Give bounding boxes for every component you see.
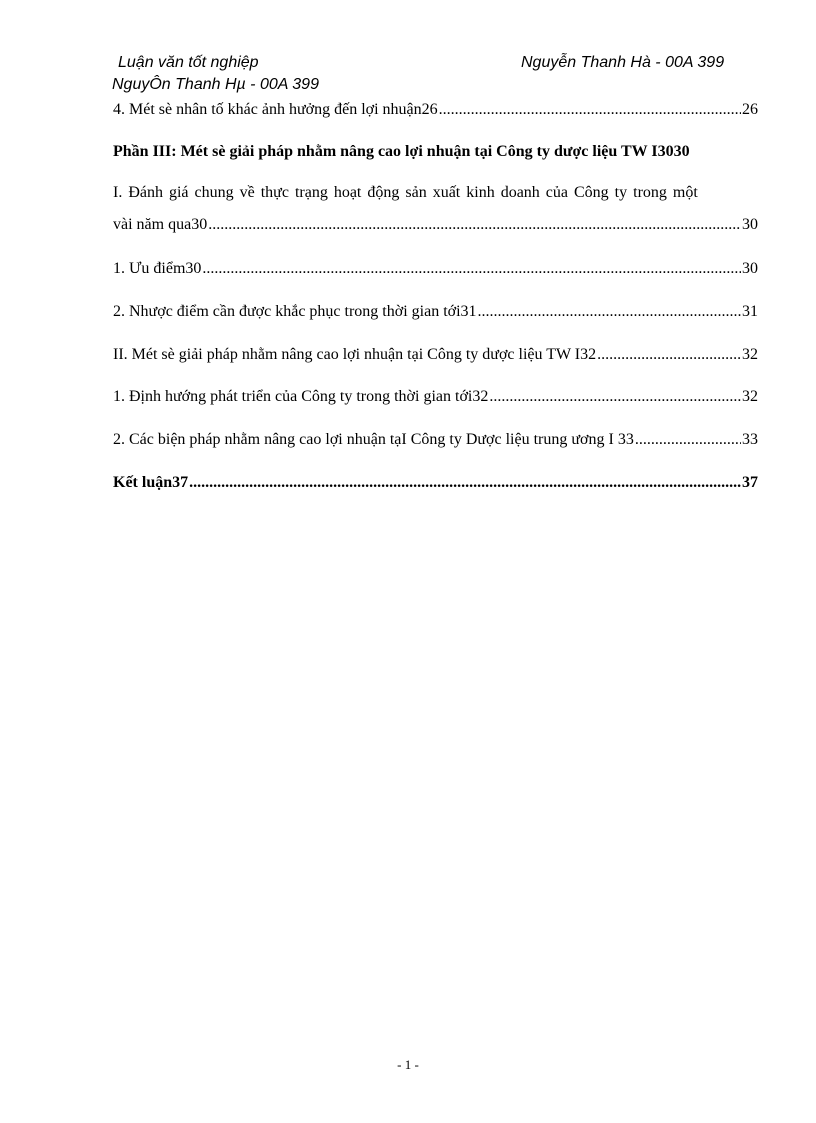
toc-entry-part-3-1[interactable] — [113, 215, 758, 235]
header-author-encoded: NguyÔn Thanh Hµ - 00A 399 — [112, 76, 319, 93]
toc-dot-leader — [597, 345, 741, 365]
toc-entry-development-orientation[interactable] — [113, 387, 758, 407]
toc-page-number: 33 — [742, 431, 758, 448]
toc-entry-part-3-1-line1[interactable]: I. Đánh giá chung về thực trạng hoạt động sản xuất kinh doanh của Công ty trong một — [113, 184, 698, 201]
page-number: - 1 - — [397, 1057, 419, 1072]
toc-page-number: 32 — [742, 346, 758, 363]
toc-dot-leader — [208, 215, 741, 235]
toc-dot-leader — [189, 473, 741, 493]
toc-page-number: 37 — [742, 474, 758, 491]
toc-page-number: 30 — [742, 260, 758, 277]
toc-page-number: 26 — [742, 101, 758, 118]
toc-dot-leader — [439, 100, 741, 120]
toc-entry-text: 2. Các biện pháp nhằm nâng cao lợi nhuận tạI Công ty Dược liệu trung ương I 33 — [113, 431, 634, 448]
toc-dot-leader — [202, 259, 741, 279]
toc-entry-part-3[interactable]: Phần III: Mét sè giải pháp nhằm nâng cao lợi nhuận tại Công ty dược liệu TW I3030 — [113, 143, 690, 160]
toc-entry-text: vài năm qua30 — [113, 216, 208, 233]
toc-entry-section-4[interactable] — [113, 100, 758, 120]
toc-entry-text: 1. Ưu điểm30 — [113, 260, 202, 277]
toc-entry-text: II. Mét sè giải pháp nhằm nâng cao lợi nhuận tại Công ty dược liệu TW I32 — [113, 346, 597, 363]
toc-page-number: 30 — [742, 216, 758, 233]
header-thesis-title: Luận văn tốt nghiệp — [118, 54, 259, 71]
toc-dot-leader — [478, 302, 741, 322]
toc-entry-advantages[interactable] — [113, 259, 758, 279]
toc-entry-disadvantages[interactable] — [113, 302, 758, 322]
toc-entry-part-3-2[interactable] — [113, 345, 758, 365]
toc-entry-text: 1. Định hướng phát triển của Công ty trong thời gian tới32 — [113, 388, 489, 405]
toc-entry-measures[interactable] — [113, 430, 758, 450]
toc-entry-text: 4. Mét sè nhân tố khác ảnh hưởng đến lợi nhuận26 — [113, 101, 438, 118]
header-author: Nguyễn Thanh Hà - 00A 399 — [521, 54, 725, 71]
toc-page-number: 31 — [742, 303, 758, 320]
toc-page-number: 32 — [742, 388, 758, 405]
toc-entry-text: Kết luận37 — [113, 474, 189, 491]
toc-entry-conclusion[interactable] — [113, 473, 758, 493]
toc-dot-leader — [489, 387, 741, 407]
toc-dot-leader — [635, 430, 741, 450]
toc-entry-text: 2. Nhược điểm cần được khắc phục trong thời gian tới31 — [113, 303, 477, 320]
